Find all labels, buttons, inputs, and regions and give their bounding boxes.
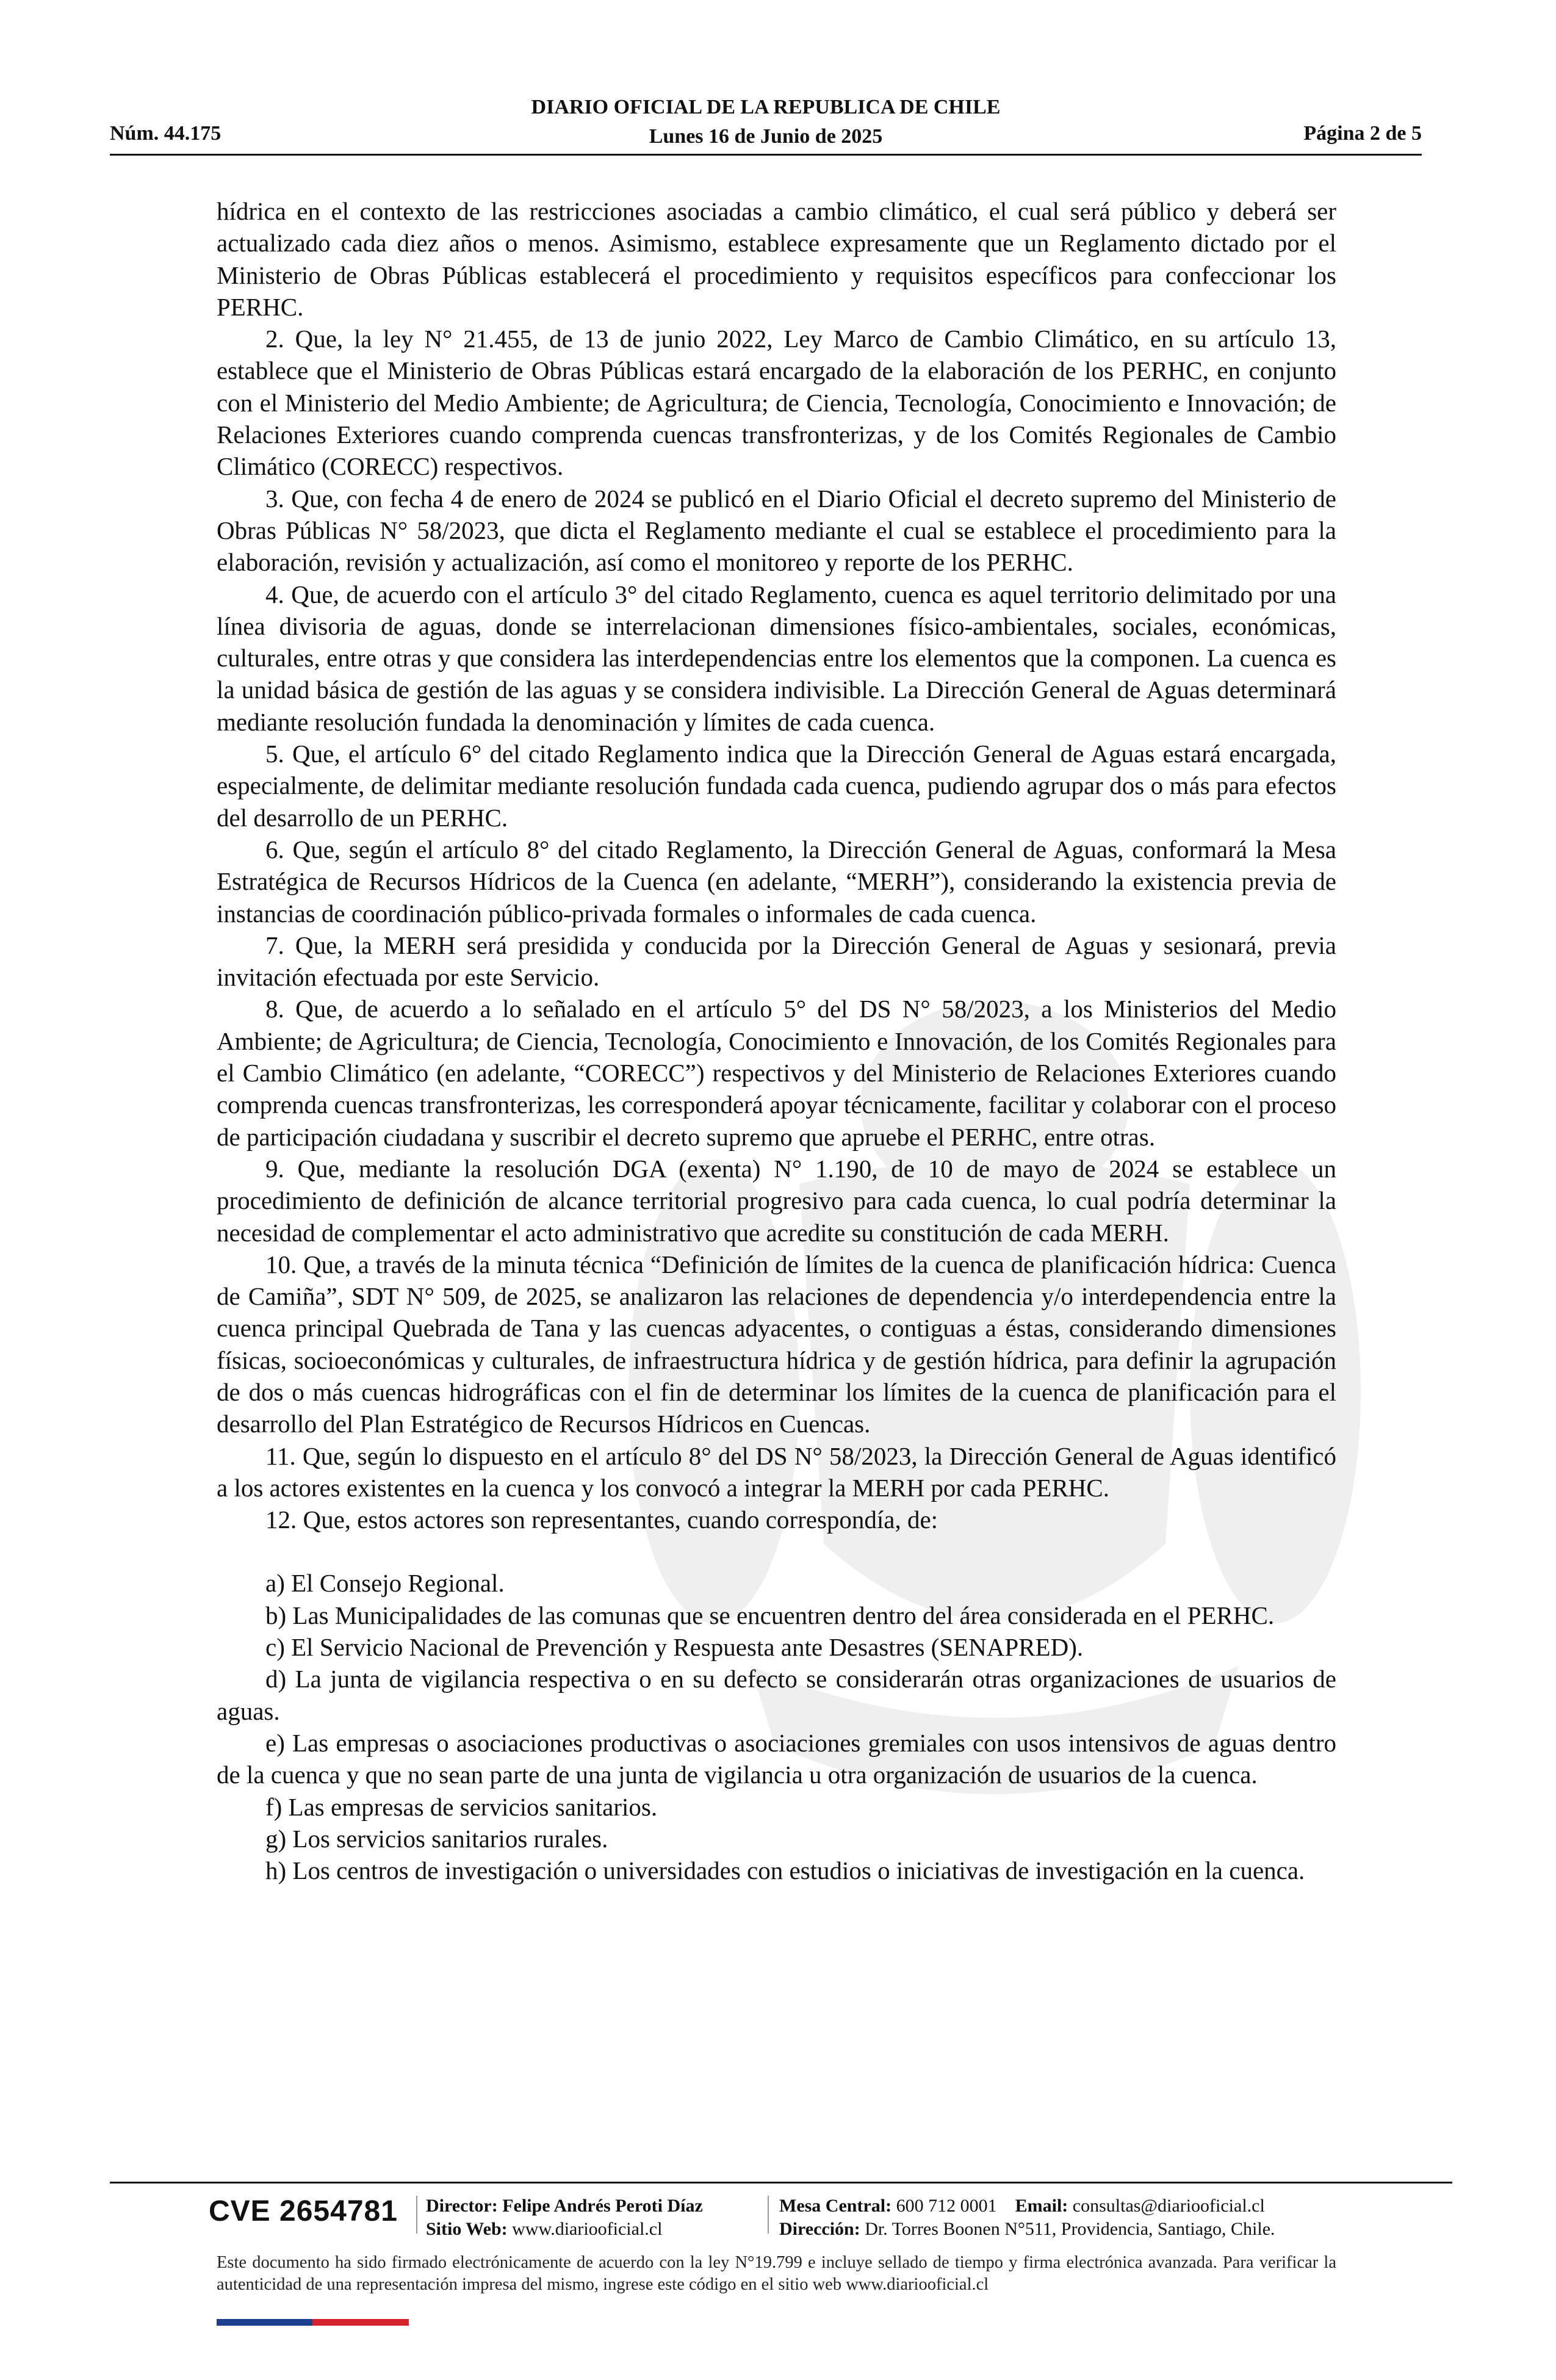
list-item-e: e) Las empresas o asociaciones productivas o asociaciones gremiales con usos intensivos de aguas dentro de la cuenca y que no sean parte de una junta de vigilancia u otra organización de usuarios de la cuenca. [217, 1728, 1336, 1789]
cve-code: CVE 2654781 [209, 2195, 398, 2227]
list-item-a: a) El Consejo Regional. [265, 1569, 505, 1598]
paragraph-9: 9. Que, mediante la resolución DGA (exenta) N° 1.190, de 10 de mayo de 2024 se establece un procedimiento de definición de alcance territorial progresivo para cada cuenca, lo cual podría determinar la necesidad de complementar el acto administrativo que acredite su constitución de cada MERH. [217, 1154, 1336, 1247]
list-item-h: h) Los centros de investigación o universidades con estudios o iniciativas de investigación en la cuenca. [265, 1856, 1305, 1885]
address-label: Dirección: [779, 2219, 860, 2239]
footer-director-block [426, 2194, 703, 2241]
list-item-g: g) Los servicios sanitarios rurales. [265, 1824, 608, 1853]
flag-red-segment [312, 2319, 409, 2326]
footer-separator [768, 2196, 769, 2234]
flag-blue-segment [217, 2319, 312, 2326]
paragraph-2: 2. Que, la ley N° 21.455, de 13 de junio 2022, Ley Marco de Cambio Climático, en su artículo 13, establece que el Ministerio de Obras Públicas estará encargado de la elaboración de los PERHC, en conjunto con el Ministerio del Medio Ambiente; de Agricultura; de Ciencia, Tecnología, Conocimiento e Innovación; de Relaciones Exteriores cuando comprenda cuencas transfronterizas, y de los Comités Regionales de Cambio Climático (CORECC) respectivos. [217, 325, 1336, 481]
director-name: Felipe Andrés Peroti Díaz [502, 2196, 703, 2216]
paragraph-7: 7. Que, la MERH será presidida y conducida por la Dirección General de Aguas y sesionará, previa invitación efectuada por este Servicio. [217, 931, 1336, 992]
paragraph-6: 6. Que, según el artículo 8° del citado Reglamento, la Dirección General de Aguas, conformará la Mesa Estratégica de Recursos Hídricos de la Cuenca (en adelante, “MERH”), considerando la existencia previa de instancias de coordinación público-privada formales o informales de cada cuenca. [217, 835, 1336, 928]
footer-contact-block [779, 2194, 1275, 2241]
paragraph-3: 3. Que, con fecha 4 de enero de 2024 se publicó en el Diario Oficial el decreto supremo del Ministerio de Obras Públicas N° 58/2023, que dicta el Reglamento mediante el cual se establece el procedimiento para la elaboración, revisión y actualización, así como el monitoreo y reporte de los PERHC. [217, 484, 1336, 577]
header-center [110, 93, 1422, 151]
site-label: Sitio Web: [426, 2219, 508, 2239]
page-number: Página 2 de 5 [1303, 122, 1422, 145]
issue-number: Núm. 44.175 [110, 122, 222, 145]
list-item-d: d) La junta de vigilancia respectiva o en su defecto se considerarán otras organizaciones de usuarios de aguas. [217, 1665, 1336, 1725]
list-item-f: f) Las empresas de servicios sanitarios. [265, 1792, 658, 1821]
paragraph-8: 8. Que, de acuerdo a lo señalado en el artículo 5° del DS N° 58/2023, a los Ministerios del Medio Ambiente; de Agricultura; de Ciencia, Tecnología, Conocimiento e Innovación, de los Comités Regionales para el Cambio Climático (en adelante, “CORECC”) respectivos y del Ministerio de Relaciones Exteriores cuando comprenda cuencas transfronterizas, les corresponderá apoyar técnicamente, facilitar y colaborar con el proceso de participación ciudadana y suscribir el decreto supremo que apruebe el PERHC, entre otras. [217, 995, 1336, 1151]
site-link[interactable]: www.diariooficial.cl [512, 2219, 663, 2239]
paragraph-4: 4. Que, de acuerdo con el artículo 3° del citado Reglamento, cuenca es aquel territorio delimitado por una línea divisoria de aguas, donde se interrelacionan dimensiones físico-ambientales, sociales, económicas, culturales, entre otras y que considera las interdependencias entre los elementos que la componen. La cuenca es la unidad básica de gestión de las aguas y se considera indivisible. La Dirección General de Aguas determinará mediante resolución fundada la denominación y límites de cada cuenca. [217, 580, 1336, 736]
footer-separator [416, 2196, 417, 2234]
header-divider [110, 154, 1422, 156]
mesa-phone: 600 712 0001 [896, 2196, 997, 2216]
document-body [217, 195, 1336, 1886]
paragraph-5: 5. Que, el artículo 6° del citado Reglamento indica que la Dirección General de Aguas estará encargada, especialmente, de delimitar mediante resolución fundada cada cuenca, pudiendo agrupar dos o más para efectos del desarrollo de un PERHC. [217, 740, 1336, 832]
paragraph-10: 10. Que, a través de la minuta técnica “Definición de límites de la cuenca de planificación hídrica: Cuenca de Camiña”, SDT N° 509, de 2025, se analizaron las relaciones de dependencia y/o interdependencia entre la cuenca principal Quebrada de Tana y las cuencas adyacentes, o contiguas a éstas, considerando dimensiones físicas, socioeconómicas y culturales, de infraestructura hídrica y de gestión hídrica, para definir la agrupación de dos o más cuencas hidrográficas con el fin de determinar los límites de la cuenca de planificación para el desarrollo del Plan Estratégico de Recursos Hídricos en Cuencas. [217, 1250, 1336, 1438]
list-item-b: b) Las Municipalidades de las comunas que se encuentren dentro del área considerada en el PERHC. [265, 1601, 1275, 1629]
flag-stripe [217, 2319, 409, 2326]
director-label: Director: [426, 2196, 498, 2216]
issue-date: Lunes 16 de Junio de 2025 [649, 125, 883, 148]
email-label: Email: [1015, 2196, 1068, 2216]
paragraph-12: 12. Que, estos actores son representantes, cuando correspondía, de: [265, 1506, 938, 1534]
address-value: Dr. Torres Boonen N°511, Providencia, Santiago, Chile. [865, 2219, 1275, 2239]
page-header [110, 92, 1422, 159]
paragraph-11: 11. Que, según lo dispuesto en el artículo 8° del DS N° 58/2023, la Dirección General de Aguas identificó a los actores existentes en la cuenca y los convocó a integrar la MERH por cada PERHC. [217, 1441, 1336, 1502]
email-link[interactable]: consultas@diariooficial.cl [1072, 2196, 1265, 2216]
mesa-label: Mesa Central: [779, 2196, 892, 2216]
footer-divider [110, 2182, 1452, 2183]
paragraph-continuation: hídrica en el contexto de las restricciones asociadas a cambio climático, el cual será público y deberá ser actualizado cada diez años o menos. Asimismo, establece expresamente que un Reglamento dictado por el Ministerio de Obras Públicas establecerá el procedimiento y requisitos específicos para confeccionar los PERHC. [217, 197, 1336, 321]
newspaper-title: DIARIO OFICIAL DE LA REPUBLICA DE CHILE [531, 96, 1001, 118]
legal-notice: Este documento ha sido firmado electrónicamente de acuerdo con la ley N°19.799 e incluye sellado de tiempo y firma electrónica avanzada. Para verificar la autenticidad de una representación impresa del mismo, ingrese este código en el sitio web www.diariooficial.cl [217, 2253, 1336, 2294]
list-item-c: c) El Servicio Nacional de Prevención y Respuesta ante Desastres (SENAPRED). [265, 1633, 1084, 1662]
